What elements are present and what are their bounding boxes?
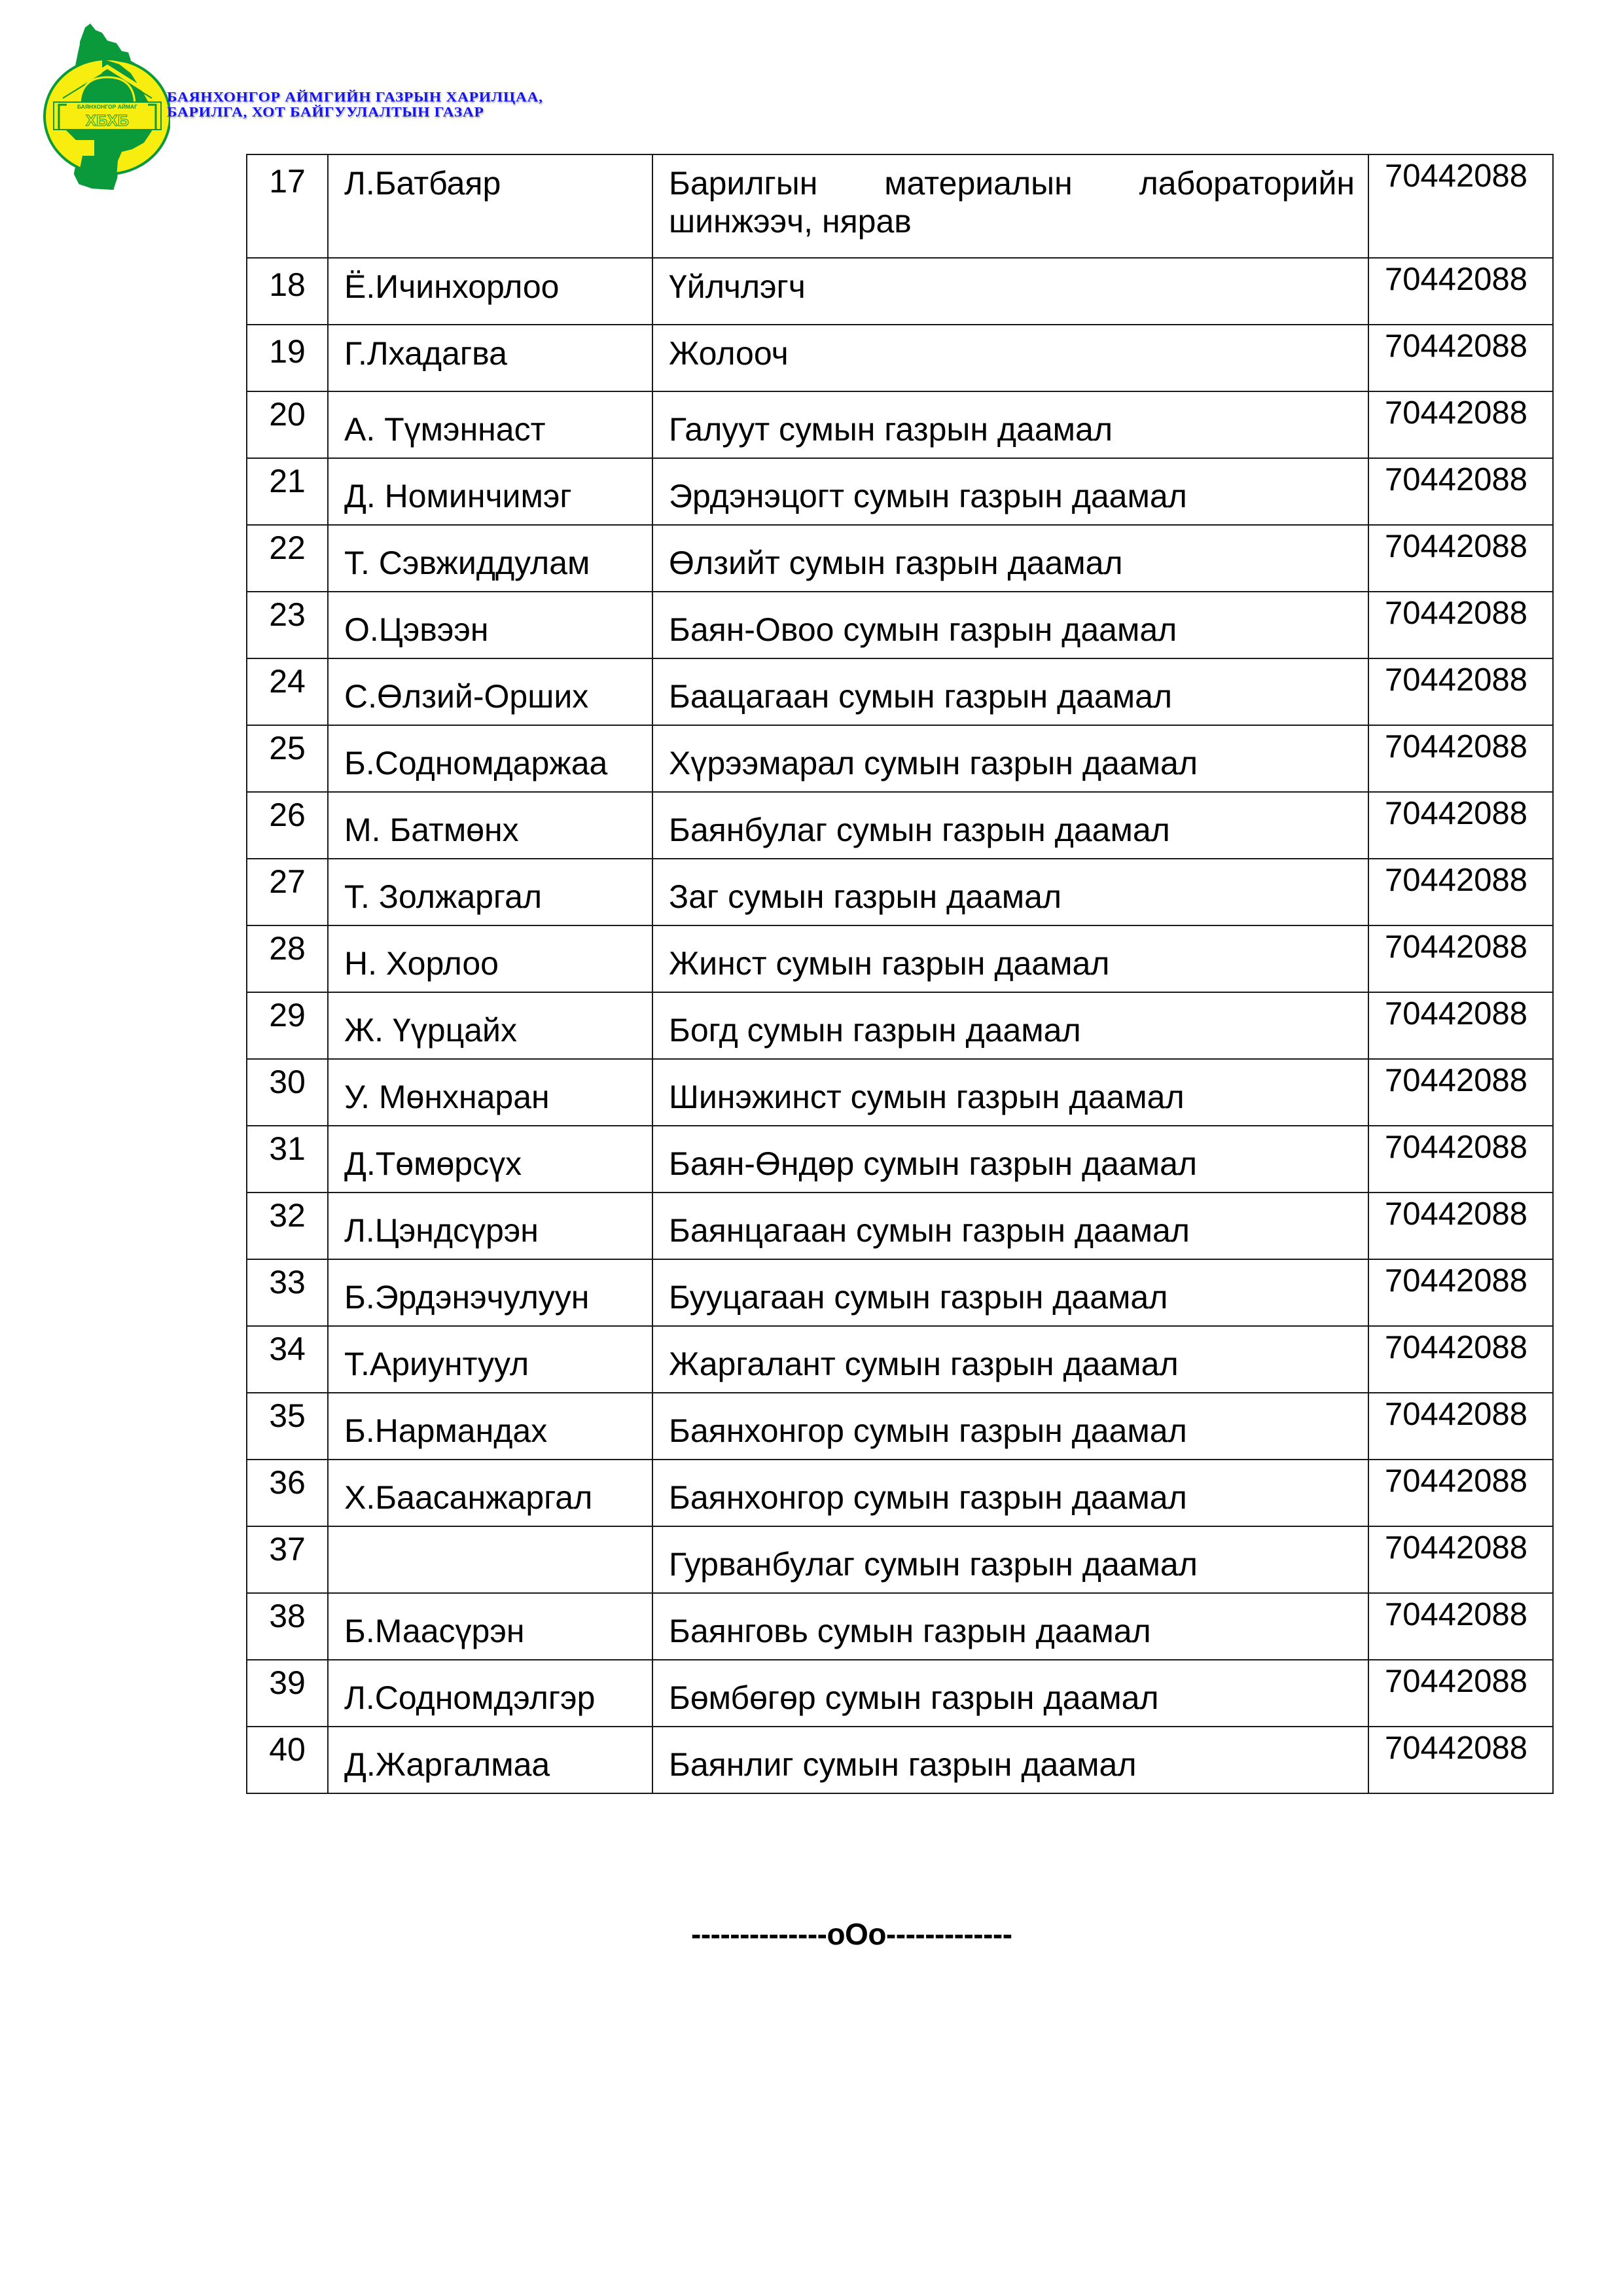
table-row (247, 458, 1553, 525)
phone-number-cell (1368, 1259, 1553, 1326)
table-row (247, 992, 1553, 1059)
employee-position: Бөмбөгөр сумын газрын даамал (669, 1679, 1159, 1716)
employee-position-cell (652, 792, 1368, 859)
phone-number-cell (1368, 525, 1553, 592)
row-number-cell (247, 1526, 328, 1593)
employee-position: Галуут сумын газрын даамал (669, 411, 1113, 448)
employee-position: Баянцагаан сумын газрын даамал (669, 1212, 1190, 1249)
employee-position-cell (652, 258, 1368, 325)
employee-position: Эрдэнэцогт сумын газрын даамал (669, 478, 1187, 514)
table-row (247, 1193, 1553, 1259)
employee-name: Д. Номинчимэг (344, 478, 572, 514)
table-row (247, 1660, 1553, 1727)
table-row (247, 859, 1553, 925)
employee-name-cell (328, 1393, 652, 1460)
phone-number-cell (1368, 925, 1553, 992)
row-number-cell (247, 1326, 328, 1393)
table-row (247, 592, 1553, 658)
phone-number: 70442088 (1385, 729, 1528, 764)
employee-position: Үйлчлэгч (669, 268, 806, 305)
employee-position: Баянговь сумын газрын даамал (669, 1613, 1151, 1649)
phone-number: 70442088 (1385, 262, 1528, 297)
row-number-cell (247, 1059, 328, 1126)
employee-position-cell (652, 1126, 1368, 1193)
row-number-cell (247, 325, 328, 391)
employee-position: Баян-Овоо сумын газрын даамал (669, 611, 1177, 648)
row-number: 40 (269, 1731, 306, 1768)
employee-name: Ё.Ичинхорлоо (344, 268, 560, 305)
phone-number: 70442088 (1385, 462, 1528, 497)
row-number: 22 (269, 529, 306, 566)
row-number: 33 (269, 1264, 306, 1300)
phone-number: 70442088 (1385, 1463, 1528, 1499)
employee-name: Б.Содномдаржаа (344, 745, 608, 781)
row-number-cell (247, 1259, 328, 1326)
row-number-cell (247, 658, 328, 725)
employee-name-cell (328, 1259, 652, 1326)
table-row (247, 1126, 1553, 1193)
row-number: 23 (269, 596, 306, 633)
row-number-cell (247, 154, 328, 258)
employee-name: С.Өлзий-Орших (344, 678, 589, 715)
employee-name: Д.Төмөрсүх (344, 1145, 522, 1182)
table-row (247, 1526, 1553, 1593)
employee-position-cell (652, 391, 1368, 458)
employee-name: Т. Сэвжиддулам (344, 545, 590, 581)
phone-number-cell (1368, 391, 1553, 458)
phone-number-cell (1368, 1727, 1553, 1793)
employee-position: Жолооч (669, 335, 789, 372)
row-number-cell (247, 925, 328, 992)
employee-name-cell (328, 725, 652, 792)
employee-position: Гурванбулаг сумын газрын даамал (669, 1546, 1198, 1583)
row-number: 27 (269, 863, 306, 900)
phone-number: 70442088 (1385, 1263, 1528, 1299)
phone-number-cell (1368, 1460, 1553, 1526)
phone-number: 70442088 (1385, 1597, 1528, 1632)
employee-position-cell (652, 725, 1368, 792)
employee-name-cell (328, 1526, 652, 1593)
employee-name: Н. Хорлоо (344, 945, 499, 982)
table-row (247, 1259, 1553, 1326)
employee-position: Жинст сумын газрын даамал (669, 945, 1110, 982)
employee-position-cell (652, 1660, 1368, 1727)
table-row (247, 1326, 1553, 1393)
row-number-cell (247, 592, 328, 658)
phone-number-cell (1368, 325, 1553, 391)
table-row (247, 925, 1553, 992)
phone-number: 70442088 (1385, 996, 1528, 1031)
phone-number: 70442088 (1385, 929, 1528, 965)
row-number-cell (247, 458, 328, 525)
phone-number-cell (1368, 258, 1553, 325)
phone-number-cell (1368, 1526, 1553, 1593)
table-row (247, 525, 1553, 592)
phone-number-cell (1368, 1660, 1553, 1727)
employee-position-cell (652, 1727, 1368, 1793)
employee-name-cell (328, 325, 652, 391)
phone-number: 70442088 (1385, 529, 1528, 564)
employee-name: Т.Ариунтуул (344, 1346, 529, 1382)
phone-number: 70442088 (1385, 329, 1528, 364)
phone-number: 70442088 (1385, 1063, 1528, 1098)
employee-name: Л.Содномдэлгэр (344, 1679, 596, 1716)
row-number: 25 (269, 730, 306, 766)
employee-name-cell (328, 1593, 652, 1660)
phone-number: 70442088 (1385, 1664, 1528, 1699)
row-number: 31 (269, 1130, 306, 1167)
employee-position: Жаргалант сумын газрын даамал (669, 1346, 1179, 1382)
table-row (247, 1393, 1553, 1460)
employee-position-cell (652, 1259, 1368, 1326)
employee-name-cell (328, 1727, 652, 1793)
phone-number: 70442088 (1385, 596, 1528, 631)
row-number: 32 (269, 1197, 306, 1234)
employee-position: Баянбулаг сумын газрын даамал (669, 812, 1170, 848)
employee-position-cell (652, 325, 1368, 391)
table-row (247, 325, 1553, 391)
employee-position-cell (652, 1526, 1368, 1593)
row-number-cell (247, 1126, 328, 1193)
employee-name: Т. Золжаргал (344, 878, 543, 915)
table-row (247, 391, 1553, 458)
employee-position: Баян-Өндөр сумын газрын даамал (669, 1145, 1198, 1182)
row-number: 39 (269, 1664, 306, 1701)
row-number: 38 (269, 1598, 306, 1634)
employee-position: Хүрээмарал сумын газрын даамал (669, 745, 1198, 781)
org-name-line-1: БАЯНХОНГОР АЙМГИЙН ГАЗРЫН ХАРИЛЦАА, (167, 89, 543, 105)
employee-name: Б.Нармандах (344, 1412, 548, 1449)
table-row (247, 1593, 1553, 1660)
row-number: 36 (269, 1464, 306, 1501)
phone-number: 70442088 (1385, 1731, 1528, 1766)
employee-position: Барилгын материалын лабораторийн шинжээч, нярав (669, 165, 1355, 240)
row-number: 19 (269, 333, 306, 370)
row-number-cell (247, 792, 328, 859)
row-number-cell (247, 859, 328, 925)
employee-position: Баянхонгор сумын газрын даамал (669, 1412, 1187, 1449)
end-of-document-separator: --------------oOo------------- (691, 1917, 1012, 1951)
employee-name: А. Түмэннаст (344, 411, 546, 448)
employee-position-cell (652, 859, 1368, 925)
row-number-cell (247, 1393, 328, 1460)
employee-name: Х.Баасанжаргал (344, 1479, 593, 1516)
row-number-cell (247, 1460, 328, 1526)
employee-name-cell (328, 1126, 652, 1193)
employee-name-cell (328, 792, 652, 859)
employee-position: Шинэжинст сумын газрын даамал (669, 1079, 1185, 1115)
row-number-cell (247, 1660, 328, 1727)
row-number: 35 (269, 1397, 306, 1434)
table-row (247, 1727, 1553, 1793)
employee-name-cell (328, 992, 652, 1059)
row-number: 21 (269, 463, 306, 499)
logo-inner-text: БАЯНХОНГОР АЙМАГ (77, 103, 138, 110)
employee-position: Бууцагаан сумын газрын даамал (669, 1279, 1168, 1316)
row-number: 20 (269, 396, 306, 433)
row-number: 34 (269, 1331, 306, 1367)
employee-position-cell (652, 154, 1368, 258)
employee-name-cell (328, 154, 652, 258)
employee-name: Г.Лхадагва (344, 335, 507, 372)
phone-number-cell (1368, 1126, 1553, 1193)
phone-number: 70442088 (1385, 1330, 1528, 1365)
employee-name: О.Цэвээн (344, 611, 489, 648)
organization-logo-icon (39, 21, 170, 192)
phone-number: 70442088 (1385, 1530, 1528, 1566)
phone-number: 70442088 (1385, 1397, 1528, 1432)
employee-name-cell (328, 1660, 652, 1727)
employee-name: Л.Батбаяр (344, 165, 501, 202)
row-number-cell (247, 258, 328, 325)
row-number: 28 (269, 930, 306, 967)
phone-number-cell (1368, 1193, 1553, 1259)
employee-position: Заг сумын газрын даамал (669, 878, 1062, 915)
phone-number-cell (1368, 1593, 1553, 1660)
employee-position-cell (652, 1393, 1368, 1460)
employee-position-cell (652, 658, 1368, 725)
employee-name (344, 1527, 652, 1545)
employee-name: Б.Эрдэнэчулуун (344, 1279, 590, 1316)
employee-name: Ж. Үүрцайх (344, 1012, 517, 1049)
table-row (247, 725, 1553, 792)
row-number: 29 (269, 997, 306, 1033)
row-number-cell (247, 1193, 328, 1259)
employee-name-cell (328, 592, 652, 658)
row-number-cell (247, 525, 328, 592)
employee-position-cell (652, 458, 1368, 525)
employee-name: Л.Цэндсүрэн (344, 1212, 539, 1249)
phone-number: 70442088 (1385, 662, 1528, 698)
employee-name-cell (328, 1059, 652, 1126)
phone-number: 70442088 (1385, 1196, 1528, 1232)
phone-number: 70442088 (1385, 158, 1528, 194)
employee-name: Д.Жаргалмаа (344, 1746, 550, 1783)
employee-position-cell (652, 1193, 1368, 1259)
row-number: 26 (269, 797, 306, 833)
employee-name: М. Батмөнх (344, 812, 519, 848)
employee-name-cell (328, 1326, 652, 1393)
employee-position-cell (652, 925, 1368, 992)
phone-number: 70442088 (1385, 796, 1528, 831)
employee-position: Баянлиг сумын газрын даамал (669, 1746, 1137, 1783)
staff-table-body (247, 154, 1553, 1793)
employee-position: Баацагаан сумын газрын даамал (669, 678, 1173, 715)
employee-position-cell (652, 525, 1368, 592)
employee-name-cell (328, 859, 652, 925)
employee-position-cell (652, 1059, 1368, 1126)
employee-name-cell (328, 258, 652, 325)
employee-name-cell (328, 1193, 652, 1259)
row-number-cell (247, 391, 328, 458)
phone-number: 70442088 (1385, 863, 1528, 898)
table-row (247, 154, 1553, 258)
phone-number-cell (1368, 1326, 1553, 1393)
org-name-line-2: БАРИЛГА, ХОТ БАЙГУУЛАЛТЫН ГАЗАР (167, 104, 484, 120)
table-row (247, 658, 1553, 725)
employee-name-cell (328, 925, 652, 992)
employee-position-cell (652, 1593, 1368, 1660)
row-number-cell (247, 725, 328, 792)
phone-number-cell (1368, 658, 1553, 725)
phone-number-cell (1368, 592, 1553, 658)
phone-number-cell (1368, 792, 1553, 859)
phone-number-cell (1368, 992, 1553, 1059)
phone-number-cell (1368, 458, 1553, 525)
table-row (247, 258, 1553, 325)
organization-header (167, 89, 543, 120)
phone-number: 70442088 (1385, 1130, 1528, 1165)
table-row (247, 1460, 1553, 1526)
employee-name-cell (328, 458, 652, 525)
row-number: 18 (269, 266, 306, 303)
phone-number-cell (1368, 154, 1553, 258)
employee-position: Богд сумын газрын даамал (669, 1012, 1081, 1049)
staff-contact-table (246, 154, 1554, 1794)
employee-position: Өлзийт сумын газрын даамал (669, 545, 1123, 581)
row-number-cell (247, 992, 328, 1059)
employee-name-cell (328, 658, 652, 725)
row-number: 24 (269, 663, 306, 700)
row-number-cell (247, 1727, 328, 1793)
row-number: 17 (269, 163, 306, 200)
phone-number-cell (1368, 1059, 1553, 1126)
employee-name: Б.Маасүрэн (344, 1613, 525, 1649)
employee-position-cell (652, 1460, 1368, 1526)
employee-position-cell (652, 1326, 1368, 1393)
employee-position-cell (652, 592, 1368, 658)
row-number: 30 (269, 1064, 306, 1100)
employee-name-cell (328, 391, 652, 458)
phone-number: 70442088 (1385, 395, 1528, 431)
employee-name: У. Мөнхнаран (344, 1079, 550, 1115)
employee-position-cell (652, 992, 1368, 1059)
employee-name-cell (328, 1460, 652, 1526)
table-row (247, 1059, 1553, 1126)
row-number: 37 (269, 1531, 306, 1568)
phone-number-cell (1368, 1393, 1553, 1460)
row-number-cell (247, 1593, 328, 1660)
employee-position: Баянхонгор сумын газрын даамал (669, 1479, 1187, 1516)
logo-abbr: ХБХБ (86, 112, 129, 130)
employee-name-cell (328, 525, 652, 592)
table-row (247, 792, 1553, 859)
phone-number-cell (1368, 725, 1553, 792)
phone-number-cell (1368, 859, 1553, 925)
